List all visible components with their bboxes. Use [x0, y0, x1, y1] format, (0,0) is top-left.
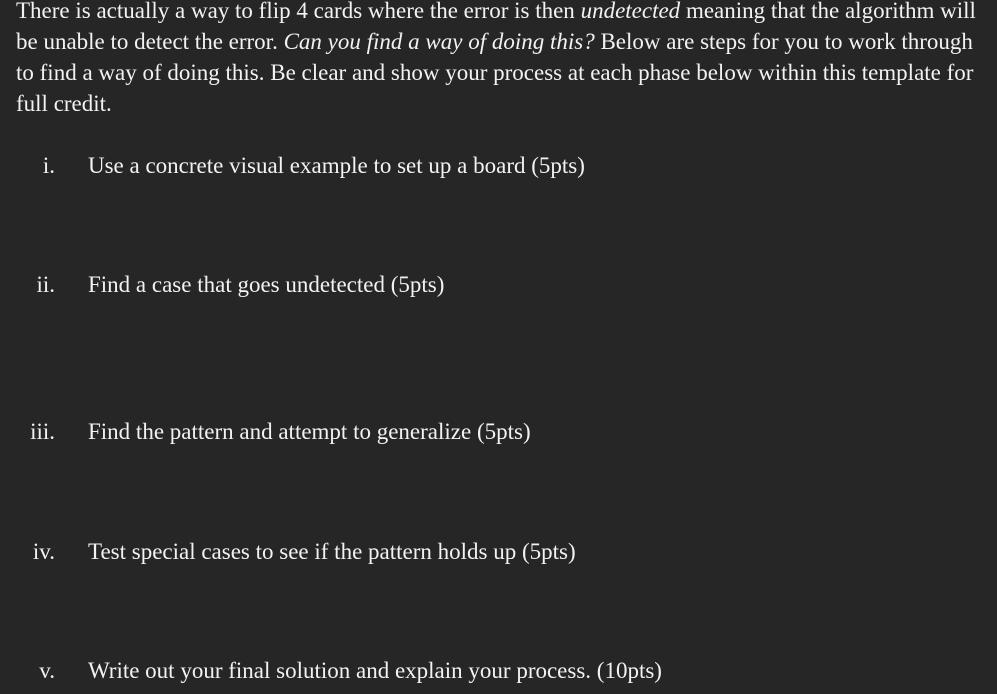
step-number: ii. [36, 272, 55, 297]
intro-emphasis-undetected: undetected [580, 0, 681, 23]
intro-question: Can you find a way of doing this? [283, 29, 595, 54]
intro-text-3: Below are steps for you to work through to find a way of doing this. Be clear and show your process at each phase below within this template for full credit. [16, 29, 974, 116]
intro-text-2: meaning that the algorithm will be unable to detect the error. [16, 0, 976, 54]
step-number: i. [42, 153, 55, 178]
step-number: iii. [30, 419, 55, 444]
step-text: Use a concrete visual example to set up a board (5pts) [88, 153, 585, 178]
step-item-4 [0, 536, 997, 568]
step-text: Test special cases to see if the pattern holds up (5pts) [88, 539, 576, 564]
step-item-2 [0, 269, 997, 301]
step-number: iv. [32, 539, 55, 564]
step-number: v. [39, 658, 55, 683]
step-item-1 [0, 150, 997, 182]
step-item-5 [0, 655, 997, 687]
step-text: Write out your final solution and explain your process. (10pts) [88, 658, 662, 683]
step-item-3 [0, 416, 997, 448]
step-text: Find the pattern and attempt to generalize (5pts) [88, 419, 531, 444]
intro-paragraph [16, 0, 986, 119]
step-text: Find a case that goes undetected (5pts) [88, 272, 445, 297]
intro-text-1: There is actually a way to flip 4 cards where the error is then [16, 0, 581, 23]
